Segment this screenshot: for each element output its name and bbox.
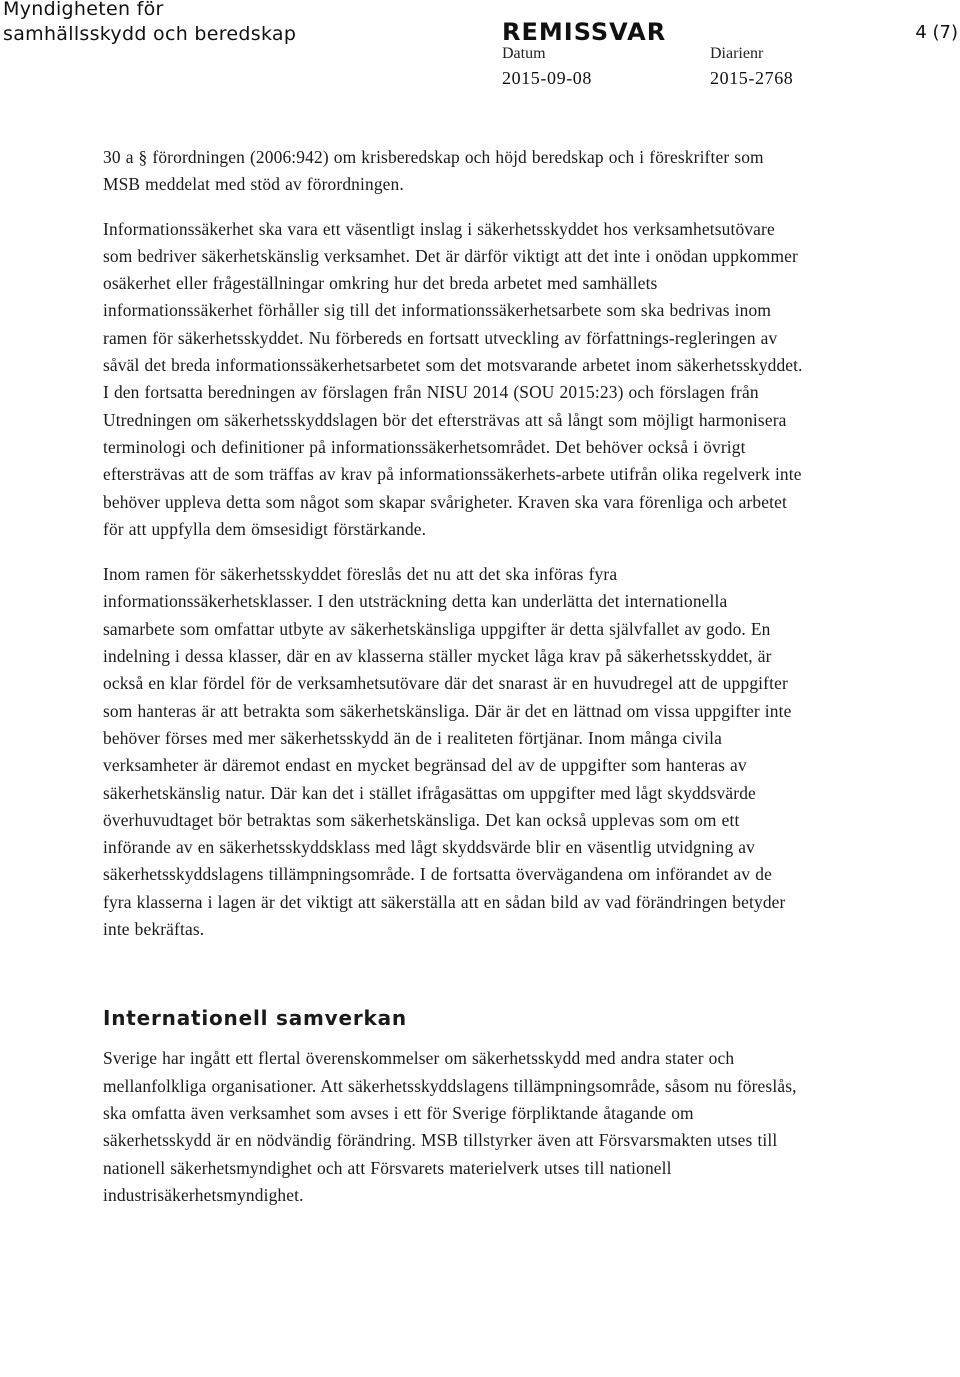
section-heading-international-cooperation: Internationell samverkan xyxy=(103,1006,407,1031)
paragraph-international-cooperation: Sverige har ingått ett flertal överenskommelser om säkerhetsskydd med andra stater och mellanfolkliga organisationer. Att säkerhetsskyddslagens tillämpningsområde, såsom nu föreslås, ska omfatta även verksamhet som avses i ett för Sverige förpliktande åtagande om säkerhetsskydd är en nödvändig förändring. MSB tillstyrker även att Försvarsmakten utses till nationell säkerhetsmyndighet och att Försvarets materielverk utses till nationell industrisäkerhetsmyndighet. xyxy=(103,1048,797,1205)
organization-name xyxy=(3,0,296,47)
diary-number-value: 2015-2768 xyxy=(710,68,794,88)
organization-name-line2: samhällsskydd och beredskap xyxy=(3,23,297,45)
page-number: 4 (7) xyxy=(915,22,958,43)
document-header xyxy=(0,0,960,100)
organization-name-line1: Myndigheten för xyxy=(3,0,164,20)
document-type: REMISSVAR xyxy=(502,18,667,46)
paragraph-information-security: Informationssäkerhet ska vara ett väsentligt inslag i säkerhetsskyddet hos verksamhetsutövare som bedriver säkerhetskänslig verksamhet. Det är därför viktigt att det inte i onödan uppkommer osäkerhet eller frågeställningar omkring hur det breda arbetet med samhällets informationssäkerhet förhåller sig till det informationssäkerhetsarbete som ska bedrivas inom ramen för säkerhetsskyddet. Nu förbereds en fortsatt utveckling av författnings-regleringen av såväl det breda informationssäkerhetsarbetet som det motsvarande arbetet inom säkerhetsskyddet. I den fortsatta beredningen av förslagen från NISU 2014 (SOU 2015:23) och förslagen från Utredningen om säkerhetsskyddslagen bör det eftersträvas att så långt som möjligt harmonisera terminologi och definitioner på informationssäkerhetsområdet. Det behöver också i övrigt eftersträvas att de som träffas av krav på informationssäkerhets-arbete utifrån olika regelverk inte behöver uppleva detta som något som skapar svårigheter. Kraven ska vara förenliga och arbetet för att uppfylla dem ömsesidigt förstärkande. xyxy=(103,218,803,539)
document-body xyxy=(103,144,803,1209)
date-label: Datum xyxy=(502,45,546,62)
diary-number-label: Diarienr xyxy=(710,45,764,62)
paragraph-statute-reference: 30 a § förordningen (2006:942) om krisberedskap och höjd beredskap och i föreskrifter som MSB meddelat med stöd av förordningen. xyxy=(103,147,764,195)
date-value: 2015-09-08 xyxy=(502,68,592,88)
paragraph-security-classes: Inom ramen för säkerhetsskyddet föreslås det nu att det ska införas fyra informationssäkerhetsklasser. I den utsträckning detta kan underlätta det internationella samarbete som omfattar utbyte av säkerhetskänsliga uppgifter är detta självfallet av godo. En indelning i dessa klasser, där en av klasserna ställer mycket låga krav på säkerhetsskyddet, är också en klar fördel för de verksamhetsutövare där det snarast är en huvudregel att de uppgifter som hanteras är att betrakta som säkerhetskänsliga. Där är det en lättnad om vissa uppgifter inte behöver förses med mer säkerhetsskydd än de i realiteten förtjänar. Inom många civila verksamheter är däremot endast en mycket begränsad del av de uppgifter som hanteras av säkerhetskänslig natur. Där kan det i stället ifrågasättas om uppgifter med lågt skyddsvärde överhuvudtaget bör betraktas som säkerhetskänsliga. Det kan också upplevas som om ett införande av en säkerhetsskyddsklass med lågt skyddsvärde blir en väsentlig utvidgning av säkerhetsskyddslagens tillämpningsområde. I de fortsatta övervägandena om införandet av de fyra klasserna i lagen är det viktigt att säkerställa att en sådan bild av vad förändringen betyder inte bekräftas. xyxy=(103,564,792,940)
